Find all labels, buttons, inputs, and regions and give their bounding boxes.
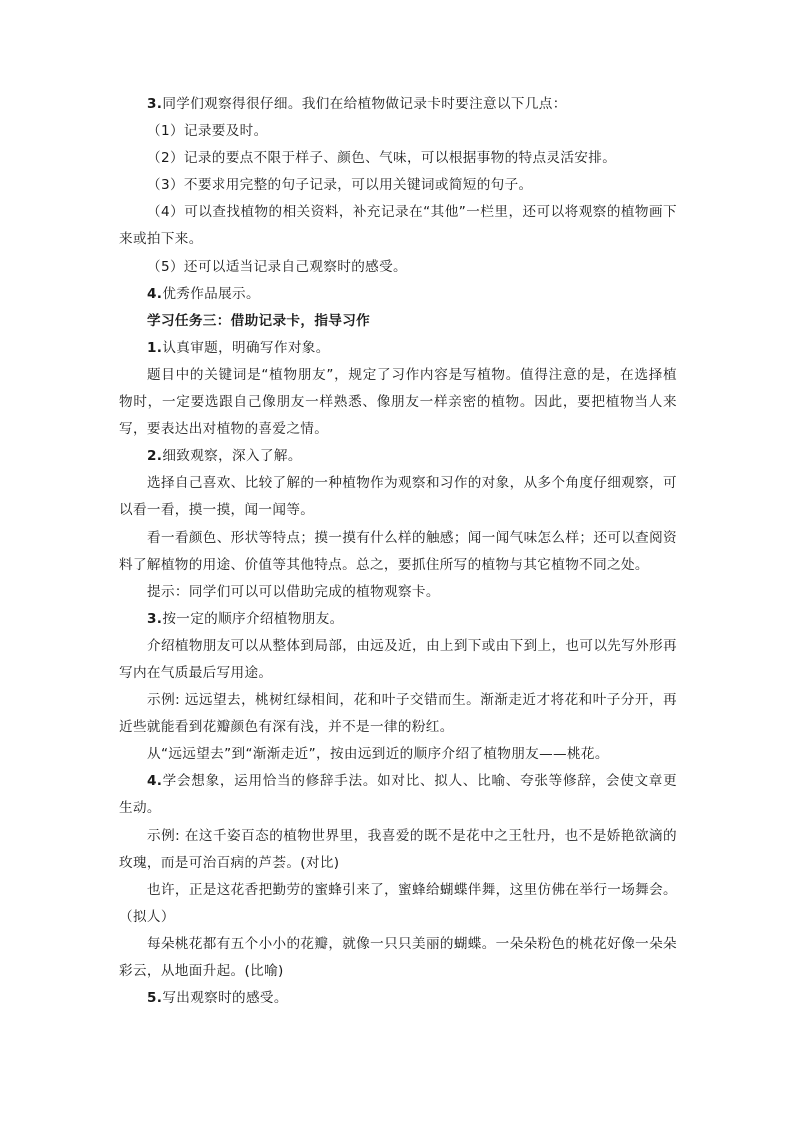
step-3-order: 3.按一定的顺序介绍植物朋友。 xyxy=(147,610,344,627)
item-number: 4. xyxy=(147,285,163,302)
tip-2: （2）记录的要点不限于样子、颜色、气味，可以根据事物的特点灵活安排。 xyxy=(147,150,617,167)
item-number: 3. xyxy=(147,96,163,112)
tip-3: （3）不要求用完整的句子记录，可以用关键词或简短的句子。 xyxy=(147,177,533,194)
example-metaphor: 每朵桃花都有五个小小的花瓣，就像一只只美丽的蝴蝶。一朵朵粉色的桃花好像一朵朵彩云，从地面升起。(比喻) xyxy=(119,935,677,979)
step-4-imagination: 4.学会想象，运用恰当的修辞手法。如对比、拟人、比喻、夸张等修辞，会使文章更生动。 xyxy=(119,773,677,817)
example-personification: 也许，正是这花香把勤劳的蜜蜂引来了，蜜蜂给蝴蝶伴舞，这里仿佛在举行一场舞会。（拟人） xyxy=(119,881,677,925)
tip-4: （4）可以查找植物的相关资料，补充记录在“其他”一栏里，还可以将观察的植物画下来或拍下来。 xyxy=(119,204,677,248)
item-number: 2. xyxy=(147,448,163,465)
paragraph-choose-plant: 选择自己喜欢、比较了解的一种植物作为观察和习作的对象，从多个角度仔细观察，可以看一看，摸一摸，闻一闻等。 xyxy=(119,475,677,519)
tip-1: （1）记录要及时。 xyxy=(147,123,268,140)
paragraph-keyword: 题目中的关键词是“植物朋友”，规定了习作内容是写植物。值得注意的是，在选择植物时，一定要选跟自己像朋友一样熟悉、像朋友一样亲密的植物。因此，要把植物当人来写，要表达出对植物的喜爱之情。 xyxy=(119,366,677,438)
item-number: 1. xyxy=(147,339,163,356)
item-number: 3. xyxy=(147,610,163,627)
step-3-record-tips: 3.同学们观察得很仔细。我们在给植物做记录卡时要注意以下几点： xyxy=(147,96,567,112)
step-1-topic: 1.认真审题，明确写作对象。 xyxy=(147,339,330,356)
example-contrast: 示例: 在这千姿百态的植物世界里，我喜爱的既不是花中之王牡丹，也不是娇艳欲滴的玫瑰，而是可治百病的芦荟。(对比) xyxy=(119,827,677,871)
document-body xyxy=(119,91,677,1012)
section-heading-task-3: 学习任务三：借助记录卡，指导习作 xyxy=(147,312,371,329)
paragraph-introduce-order: 介绍植物朋友可以从整体到局部，由远及近，由上到下或由下到上，也可以先写外形再写内在气质最后写用途。 xyxy=(119,637,677,681)
paragraph-look-touch-smell: 看一看颜色、形状等特点；摸一摸有什么样的触感；闻一闻气味怎么样；还可以查阅资料了解植物的用途、价值等其他特点。总之，要抓住所写的植物与其它植物不同之处。 xyxy=(119,529,677,573)
example-peach-tree: 示例: 远远望去，桃树红绿相间，花和叶子交错而生。渐渐走近才将花和叶子分开，再近些就能看到花瓣颜色有深有浅，并不是一律的粉红。 xyxy=(119,692,677,736)
paragraph-far-to-near: 从“远远望去”到“渐渐走近”，按由远到近的顺序介绍了植物朋友——桃花。 xyxy=(147,746,609,763)
step-2-observe: 2.细致观察，深入了解。 xyxy=(147,448,302,465)
step-4-showcase: 4.优秀作品展示。 xyxy=(147,285,260,302)
step-5-feelings: 5.写出观察时的感受。 xyxy=(147,990,288,1007)
paragraph-hint: 提示：同学们可以可以借助完成的植物观察卡。 xyxy=(147,583,440,600)
item-number: 4. xyxy=(147,773,163,790)
item-number: 5. xyxy=(147,990,163,1007)
tip-5: （5）还可以适当记录自己观察时的感受。 xyxy=(147,258,407,275)
